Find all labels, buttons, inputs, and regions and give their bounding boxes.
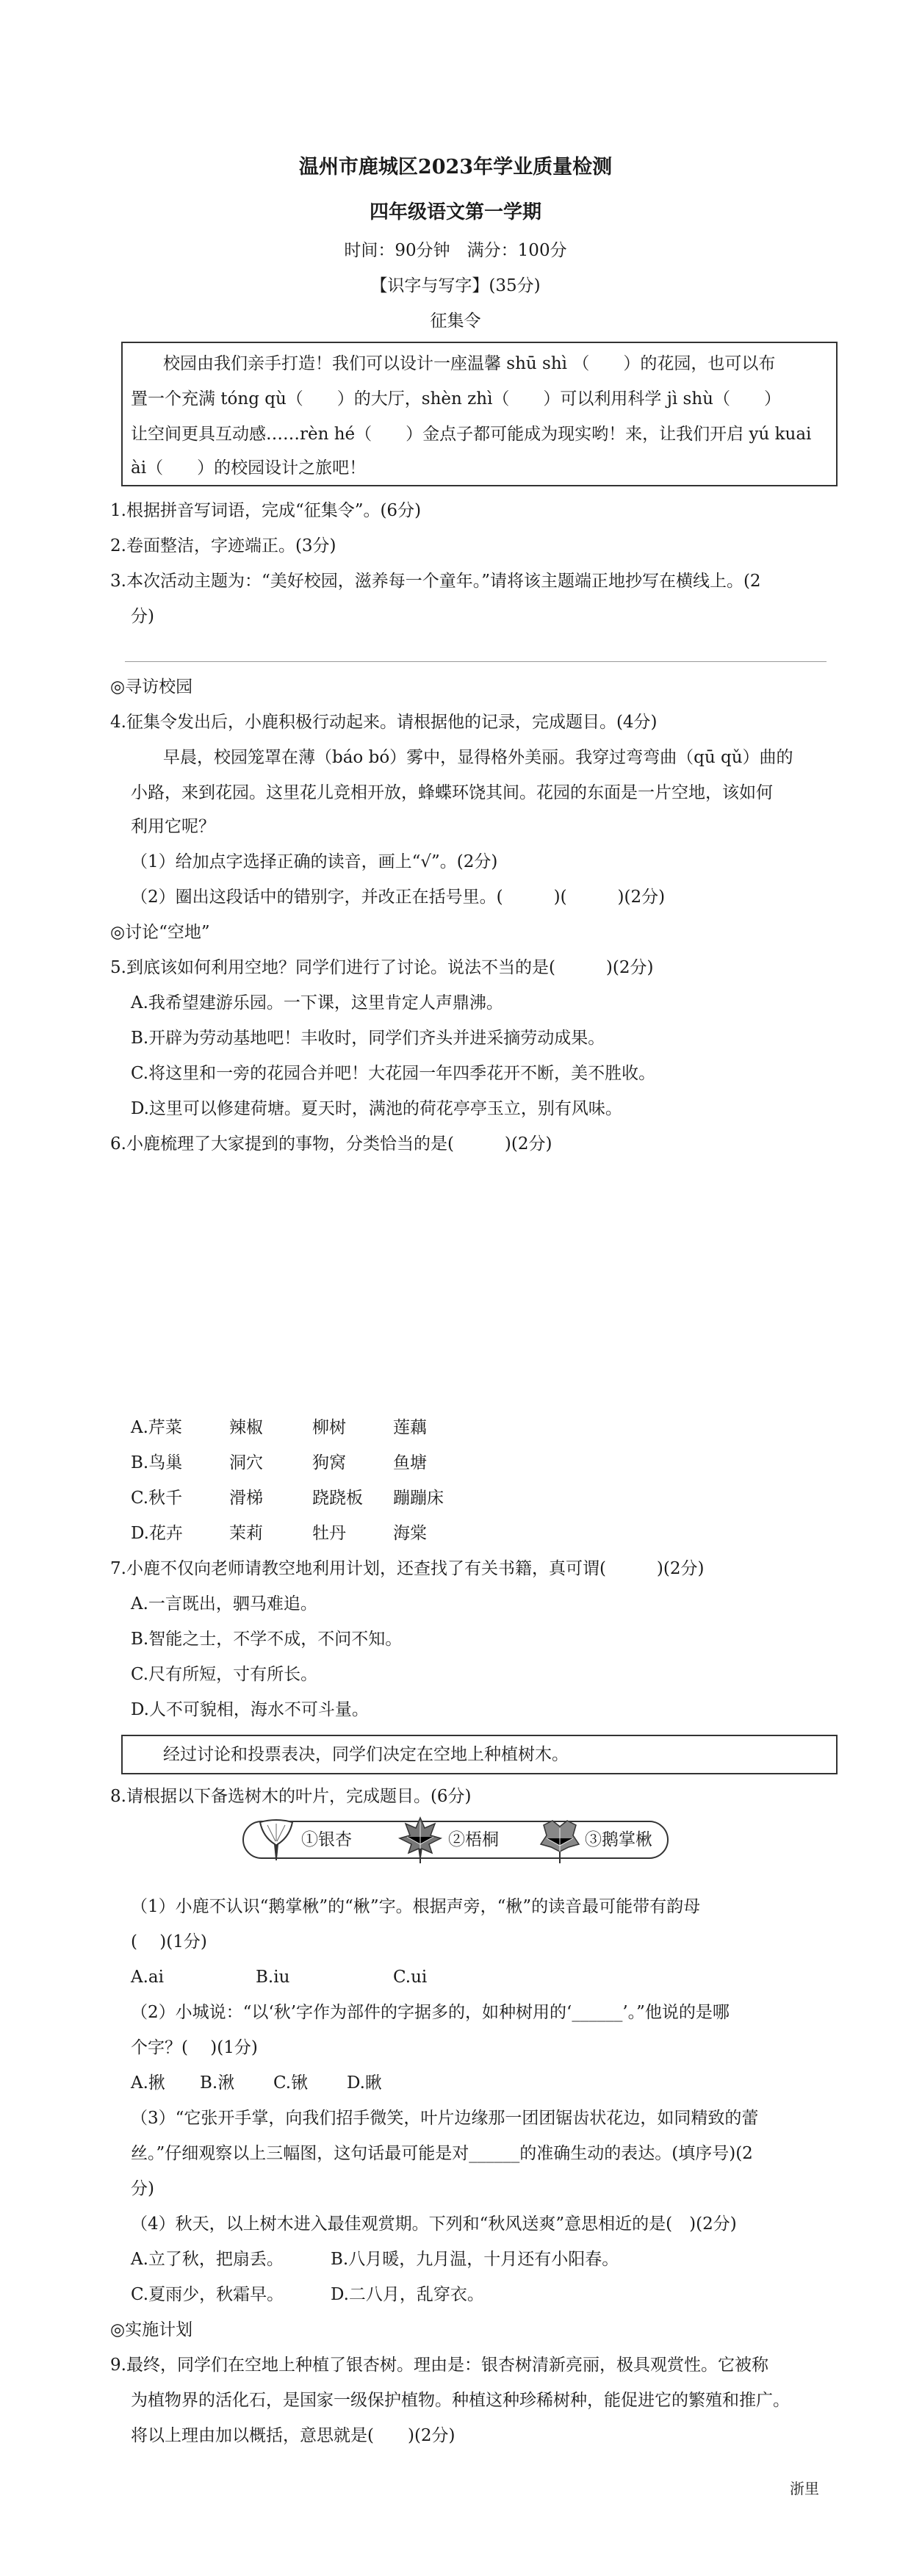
q8-sub-4-option-b[interactable]: B.八月暖，九月温，十月还有小阳春。 [331,2250,619,2269]
q8-sub-4-option-d[interactable]: D.二八月，乱穿衣。 [331,2285,484,2304]
question-7: 7.小鹿不仅向老师请教空地利用计划，还查找了有关书籍，真可谓( )(2分) [110,1559,705,1578]
q8-sub-2-option-a[interactable]: A.揪 [131,2073,165,2093]
notice-line-2: 置一个充满 tóng qù（ ）的大厅，shèn zhì（ ）可以利用科学 jì shù（ ） [131,389,781,409]
q6-option-a-item-3: 柳树 [312,1418,346,1437]
q5-option-b[interactable]: B.开辟为劳动基地吧！丰收时，同学们齐头并进采摘劳动成果。 [131,1029,605,1048]
q6-option-b-item-4: 鱼塘 [393,1453,427,1472]
notice-line-4: ài（ ）的校园设计之旅吧！ [131,458,367,478]
q8-sub-4-option-c[interactable]: C.夏雨少，秋霜早。 [131,2285,284,2304]
exam-title: 温州市鹿城区2023年学业质量检测 [298,156,613,179]
passage-line-1: 早晨，校园笼罩在薄（báo bó）雾中，显得格外美丽。我穿过弯弯曲（qū qǔ）曲的 [163,748,793,767]
q7-option-a[interactable]: A.一言既出，驷马难追。 [131,1594,317,1613]
q8-sub-2-option-b[interactable]: B.湫 [200,2073,235,2093]
notice-line-1: 校园由我们亲手打造！我们可以设计一座温馨 shū shì （ ）的花园，也可以布 [163,354,776,373]
q6-option-c-item-3: 跷跷板 [312,1489,363,1508]
answer-writing-line[interactable] [125,661,827,662]
q6-option-c-item-4: 蹦蹦床 [393,1489,444,1508]
question-9-line-1: 9.最终，同学们在空地上种植了银杏树。理由是：银杏树清新亮丽，极具观赏性。它被称 [110,2356,768,2375]
footer-mark: 浙里 [790,2480,819,2497]
section-heading-plan: ◎实施计划 [110,2320,193,2339]
q8-sub-2-line-2: 个字？( )(1分) [131,2038,258,2057]
question-4-sub-2: （2）圈出这段话中的错别字，并改正在括号里。( )( )(2分) [131,888,666,907]
question-3-line-2: 分) [131,607,154,626]
passage-line-2: 小路，来到花园。这里花儿竞相开放，蜂蝶环饶其间。花园的东面是一片空地，该如何 [131,783,773,802]
question-4: 4.征集令发出后，小鹿积极行动起来。请根据他的记录，完成题目。(4分) [110,713,658,732]
q5-option-a[interactable]: A.我希望建游乐园。一下课，这里肯定人声鼎沸。 [131,993,503,1012]
q6-option-a-item-4: 莲藕 [393,1418,427,1437]
question-9-line-2: 为植物界的活化石，是国家一级保护植物。种植这种珍稀树种，能促进它的繁殖和推广。 [131,2391,790,2410]
time-info: 时间：90分钟 满分：100分 [344,241,567,260]
q8-sub-1-option-a[interactable]: A.ai [131,1968,164,1987]
section-heading-discuss: ◎讨论“空地” [110,923,210,942]
q6-option-b-item-2: 洞穴 [229,1453,263,1472]
q6-option-c[interactable]: C.秋千 [131,1489,183,1508]
notice-line-3: 让空间更具互动感……rèn hé（ ）金点子都可能成为现实哟！来，让我们开启 yú kuai [131,425,812,444]
q6-option-b-item-3: 狗窝 [312,1453,346,1472]
q8-sub-4-line-1: （4）秋天，以上树木进入最佳观赏期。下列和“秋风送爽”意思相近的是( )(2分) [131,2215,737,2234]
q7-option-b[interactable]: B.智能之士，不学不成，不问不知。 [131,1630,403,1649]
section-heading-writing: 【识字与写字】(35分) [370,276,541,295]
question-1: 1.根据拼音写词语，完成“征集令”。(6分) [110,501,422,520]
tulip-tree-leaf-icon [538,1815,582,1865]
question-2: 2.卷面整洁，字迹端正。(3分) [110,536,336,555]
question-5: 5.到底该如何利用空地？同学们进行了讨论。说法不当的是( )(2分) [110,958,654,977]
q7-option-c[interactable]: C.尺有所短，寸有所长。 [131,1665,318,1684]
leaf-options [242,1815,669,1865]
ginkgo-leaf-icon [256,1815,297,1865]
exam-subtitle: 四年级语文第一学期 [369,201,541,223]
q8-sub-1-option-c[interactable]: C.ui [393,1968,428,1987]
q8-sub-2-option-c[interactable]: C.锹 [273,2073,309,2093]
q8-sub-1-option-b[interactable]: B.iu [256,1968,290,1987]
q7-option-d[interactable]: D.人不可貌相，海水不可斗量。 [131,1700,369,1719]
q5-option-d[interactable]: D.这里可以修建荷塘。夏天时，满池的荷花亭亭玉立，别有风味。 [131,1099,622,1118]
question-9-line-3: 将以上理由加以概括，意思就是( )(2分) [131,2426,455,2445]
sycamore-leaf-icon [397,1815,444,1865]
question-6: 6.小鹿梳理了大家提到的事物，分类恰当的是( )(2分) [110,1134,552,1154]
q6-option-a[interactable]: A.芹菜 [131,1418,182,1437]
q6-option-a-item-2: 辣椒 [229,1418,263,1437]
q8-sub-2-option-d[interactable]: D.瞅 [347,2073,382,2093]
leaf-label-sycamore[interactable]: ②梧桐 [448,1830,499,1849]
q5-option-c[interactable]: C.将这里和一旁的花园合并吧！大花园一年四季花开不断，美不胜收。 [131,1064,656,1083]
section-heading-visit: ◎寻访校园 [110,677,193,697]
passage-line-3: 利用它呢？ [131,817,215,836]
question-3-line-1: 3.本次活动主题为：“美好校园，滋养每一个童年。”请将该主题端正地抄写在横线上。(2 [110,572,761,591]
q8-sub-1-line-2: ( )(1分) [131,1932,207,1951]
q6-option-d[interactable]: D.花卉 [131,1524,183,1543]
leaf-label-ginkgo[interactable]: ①银杏 [301,1830,352,1849]
q8-sub-3-line-1: （3）“它张开手掌，向我们招手微笑，叶片边缘那一团团锯齿状花边，如同精致的蕾 [131,2109,759,2128]
q6-option-d-item-2: 茉莉 [229,1524,263,1543]
question-4-sub-1: （1）给加点字选择正确的读音，画上“√”。(2分) [131,852,498,871]
q6-option-d-item-3: 牡丹 [312,1524,346,1543]
q8-sub-3-line-2: 丝。”仔细观察以上三幅图，这句话最可能是对______的准确生动的表达。(填序号)(2 [131,2144,753,2163]
q6-option-c-item-2: 滑梯 [229,1489,263,1508]
question-8: 8.请根据以下备选树木的叶片，完成题目。(6分) [110,1787,472,1806]
q6-option-d-item-4: 海棠 [393,1524,427,1543]
q8-sub-3-line-3: 分) [131,2179,154,2198]
q8-sub-2-line-1: （2）小城说：“以‘秋’字作为部件的字据多的，如种树用的‘______’。”他说的是哪 [131,2003,730,2022]
leaf-label-tulip-tree[interactable]: ③鹅掌楸 [585,1830,652,1849]
q8-sub-4-option-a[interactable]: A.立了秋，把扇丢。 [131,2250,284,2269]
notice-title: 征集令 [430,312,481,331]
decision-text: 经过讨论和投票表决，同学们决定在空地上种植树木。 [163,1745,569,1764]
q6-option-b[interactable]: B.鸟巢 [131,1453,183,1472]
q8-sub-1-line-1: （1）小鹿不认识“鹅掌楸”的“楸”字。根据声旁，“楸”的读音最可能带有韵母 [131,1897,701,1916]
